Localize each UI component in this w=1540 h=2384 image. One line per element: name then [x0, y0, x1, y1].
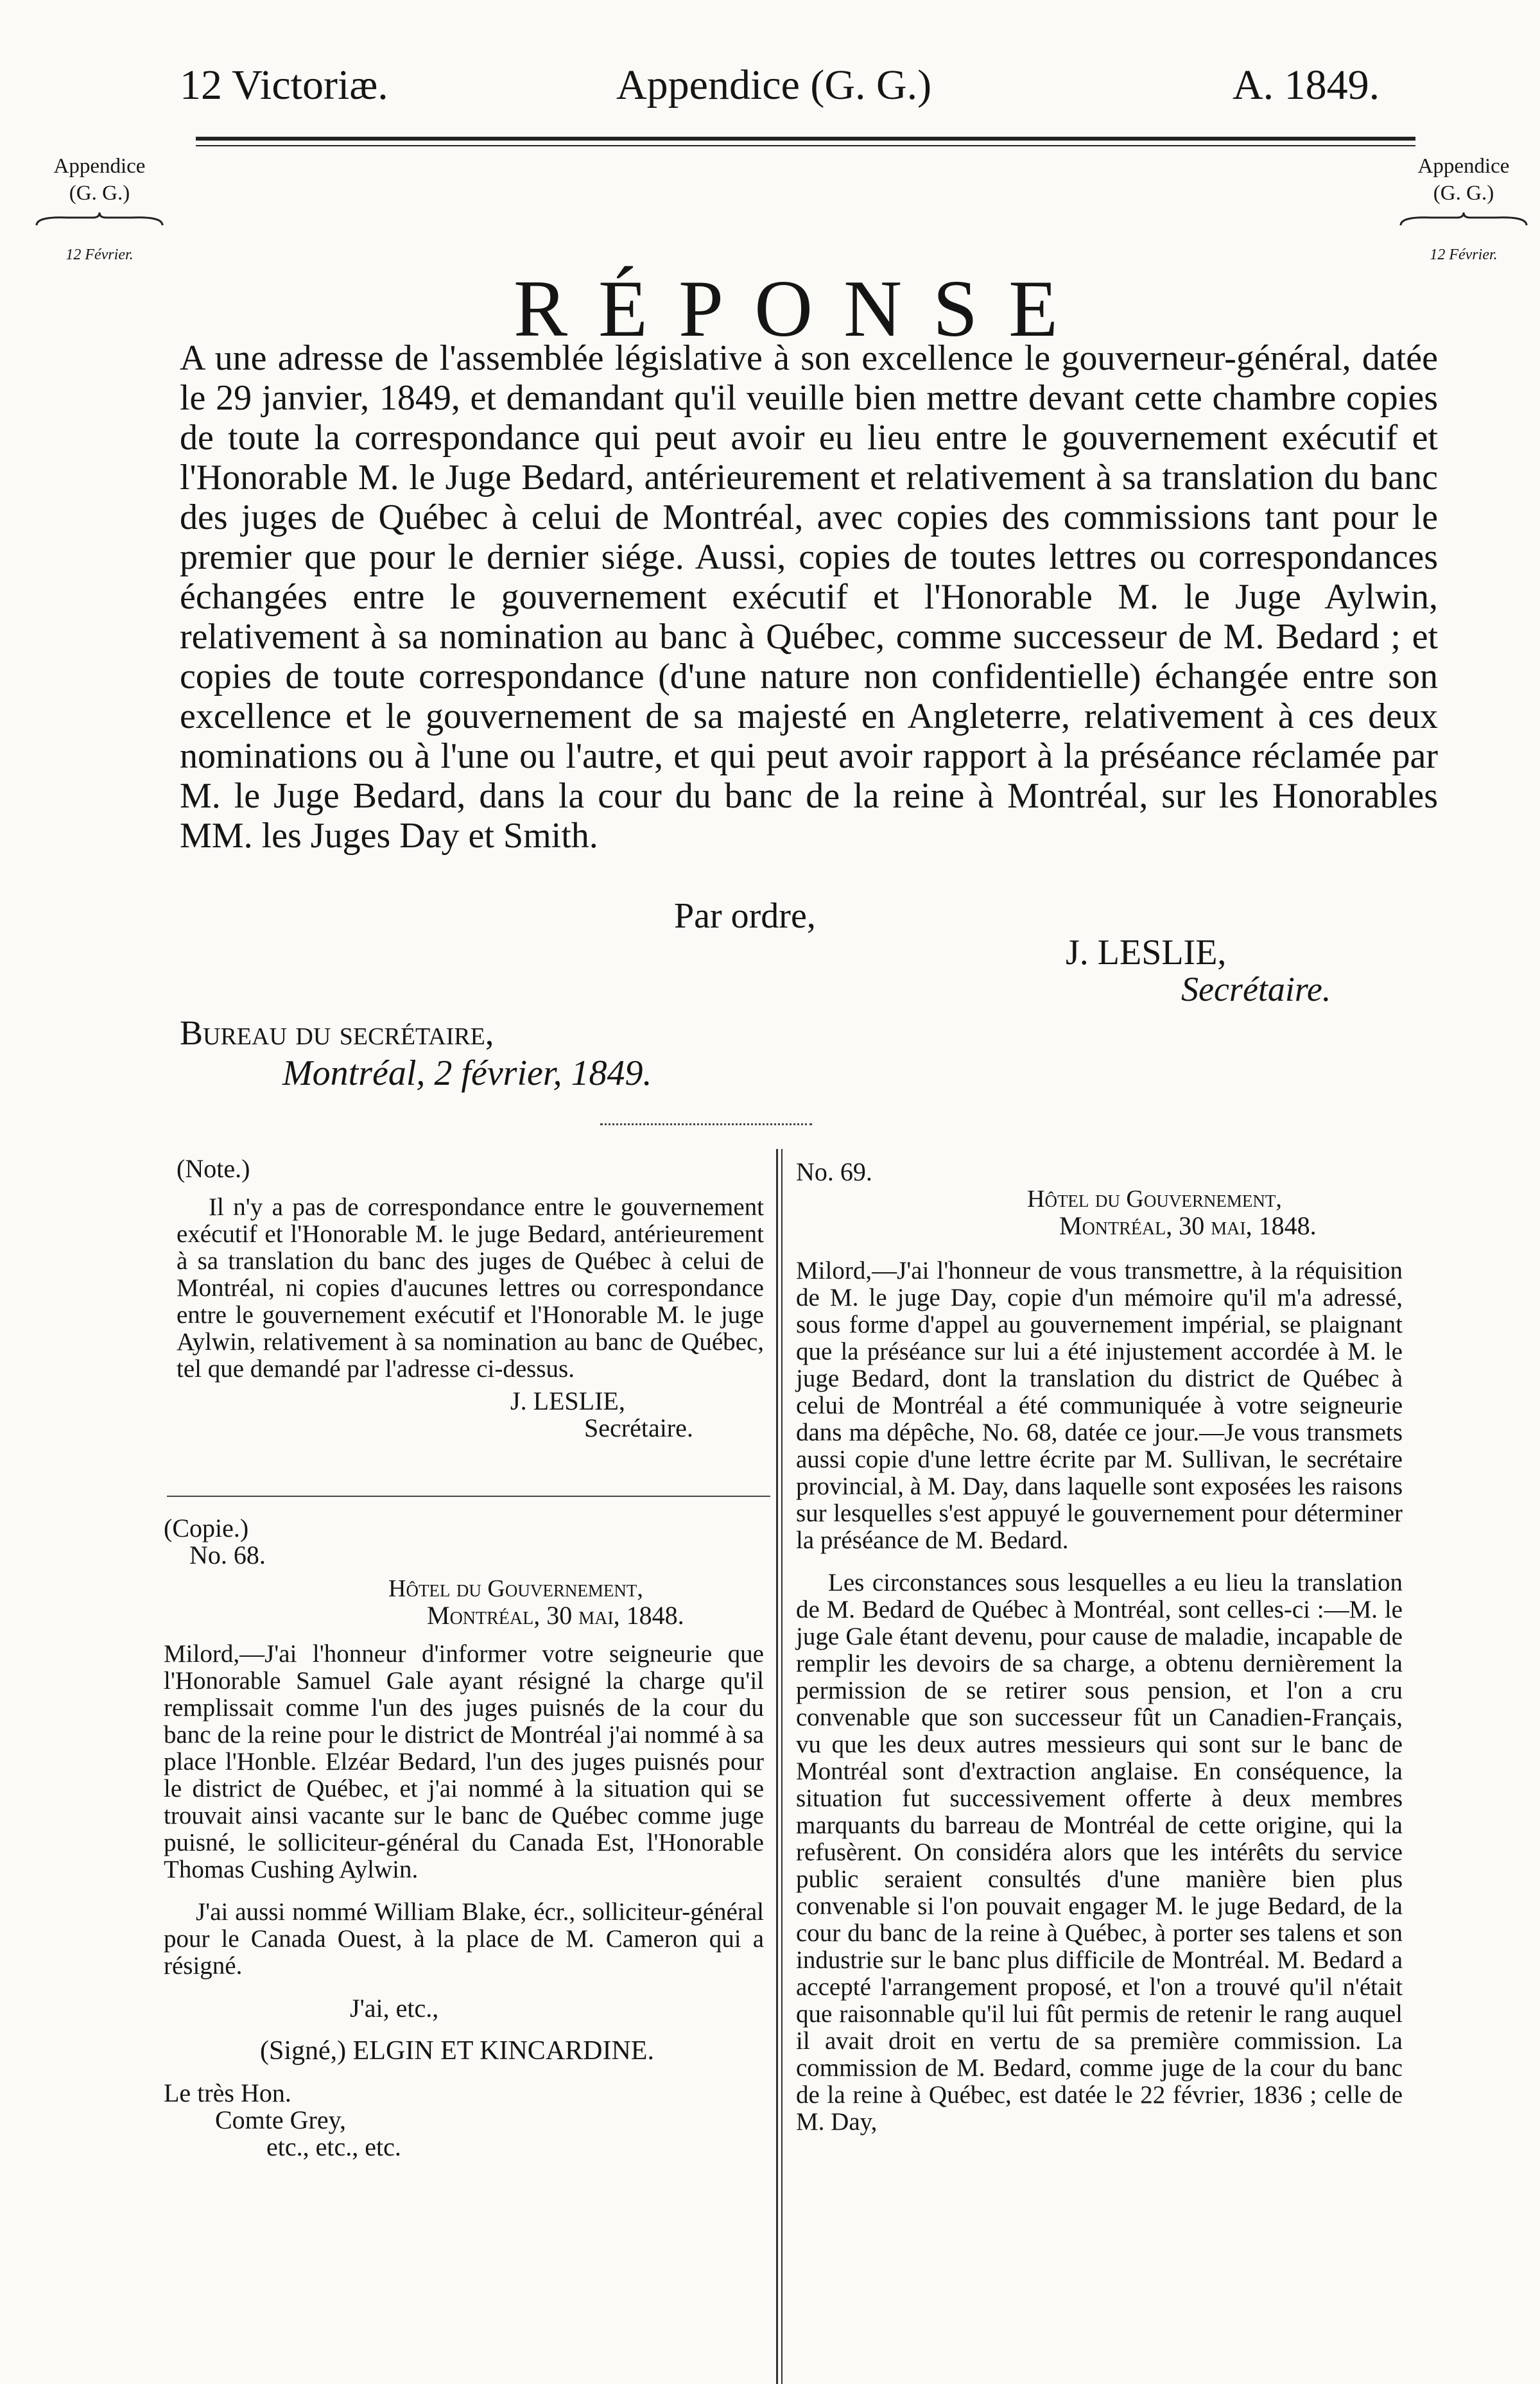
- note-separator: [167, 1496, 770, 1497]
- brace-icon: [35, 211, 164, 227]
- letter-number: No. 69.: [796, 1157, 872, 1186]
- bureau-line: Bureau du secrétaire,: [180, 1014, 494, 1052]
- letter-place: Hôtel du Gouvernement,: [388, 1575, 643, 1602]
- letter-paragraph-2: J'ai aussi nommé William Blake, écr., solliciteur-général pour le Canada Ouest, à la place de M. Cameron qui a résigné.: [164, 1898, 764, 1980]
- closing-etc: J'ai, etc.,: [350, 1994, 439, 2023]
- note-signer-title: Secrétaire.: [584, 1413, 693, 1442]
- header-rule-thin: [196, 145, 1415, 146]
- addressee-line-2: Comte Grey,: [215, 2105, 347, 2134]
- section-separator: [600, 1123, 812, 1125]
- intro-signer-title: Secrétaire.: [1181, 970, 1331, 1008]
- margin-note-date: 12 Février.: [1430, 246, 1498, 263]
- intro-text: A une adresse de l'assemblée législative à son excellence le gouverneur-général, datée le 29 janvier, 1849, et demandant qu'il veuille bien mettre devant cette chambre copies de toute la correspondance qui peut avoir eu lieu entre le gouvernement exécutif et l'Honorable M. le Juge Bedard, antérieurement et relativement à sa translation du banc des juges de Québec à celui de Montréal, avec copies des commissions tant pour le premier que pour le dernier siége. Aussi, copies de toutes lettres ou correspondances échangées entre le gouvernement exécutif et l'Honorable M. le Juge Aylwin, relativement à sa nomination au banc à Québec, comme successeur de M. Bedard ; et copies de toute correspondance (d'une nature non confidentielle) échangée entre son excellence et le gouvernement de sa majesté en Angleterre, relativement à ces deux nominations ou à l'une ou l'autre, et qui peut avoir rapport à la préséance réclamée par M. le Juge Bedard, dans la cour du banc de la reine à Montréal, sur les Honorables MM. les Juges Day et Smith.: [180, 338, 1438, 856]
- par-ordre: Par ordre,: [674, 896, 816, 936]
- addressee-line-3: etc., etc., etc.: [266, 2132, 401, 2161]
- copie-label: (Copie.): [164, 1514, 249, 1542]
- margin-note-line1: Appendice: [53, 155, 146, 178]
- margin-note-date: 12 Février.: [65, 246, 134, 263]
- left-column-letter: [164, 1515, 764, 2161]
- column-rule: [781, 1149, 783, 2384]
- note-label: (Note.): [177, 1154, 250, 1183]
- header-rule-thick: [196, 137, 1415, 141]
- signature-line: (Signé,) ELGIN ET KINCARDINE.: [260, 2036, 654, 2066]
- margin-note-line1: Appendice: [1417, 155, 1510, 178]
- brace-icon: [1399, 211, 1528, 227]
- running-header-center: Appendice (G. G.): [616, 62, 932, 108]
- left-column: [177, 1155, 764, 1442]
- margin-note-line2: (G. G.): [69, 182, 130, 205]
- intro-block: [180, 338, 1438, 856]
- letter-date: Montréal, 30 mai, 1848.: [427, 1601, 684, 1630]
- margin-note-right: [1393, 153, 1534, 268]
- running-header-right: A. 1849.: [1233, 62, 1380, 108]
- place-date-line: Montréal, 2 février, 1849.: [282, 1053, 652, 1093]
- running-header-left: 12 Victoriæ.: [180, 62, 388, 108]
- letter-paragraph-1: Milord,—J'ai l'honneur d'informer votre seigneurie que l'Honorable Samuel Gale ayant résigné la charge qu'il remplissait comme l'un des juges puisnés de la cour du banc de la reine pour le district de Montréal j'ai nommé à sa place l'Honble. Elzéar Bedard, l'un des juges puisnés pour le district de Québec, et j'ai nommé à la situation qui se trouvait ainsi vacante sur le banc de Québec comme juge puisné, le solliciteur-général du Canada Est, l'Honorable Thomas Cushing Aylwin.: [164, 1640, 764, 1883]
- letter-paragraph-1: Milord,—J'ai l'honneur de vous transmettre, à la réquisition de M. le juge Day, copie d'un mémoire qu'il m'a adressé, sous forme d'appel au gouvernement impérial, se plaignant que la préséance sur lui a été injustement accordée à M. le juge Bedard, dont la translation du district de Québec à celui de Montréal a été communiquée à votre seigneurie dans ma dépêche, No. 68, datée ce jour.—Je vous transmets aussi copie d'une lettre écrite par M. Sullivan, le secrétaire provincial, à M. Day, dans laquelle sont exposées les raisons sur lesquelles s'est appuyé le gouvernement pour déterminer la préséance de M. Bedard.: [796, 1257, 1403, 1554]
- letter-place: Hôtel du Gouvernement,: [1027, 1186, 1282, 1213]
- margin-note-line2: (G. G.): [1433, 182, 1494, 205]
- margin-note-left: [26, 153, 173, 268]
- letter-paragraph-2: Les circonstances sous lesquelles a eu lieu la translation de M. Bedard de Québec à Montréal, sont celles-ci :—M. le juge Gale étant devenu, pour cause de maladie, incapable de remplir les devoirs de sa charge, a obtenu dernièrement la permission de se retirer sous pension, et l'on a cru convenable que son successeur fût un Canadien-Français, vu que les deux autres messieurs qui sont sur le banc de Montréal sont d'extraction anglaise. En conséquence, la situation fut successivement offerte à deux membres marquants du barreau de Montréal de cette origine, qui la refusèrent. On considéra alors que les intérêts du service public seraient consultés d'une manière bien plus convenable si l'on pouvait engager M. le juge Bedard, de la cour du banc de la reine à Québec, à porter ses talens et son industrie sur le banc plus difficile de Montréal. M. Bedard a accepté l'arrangement proposé, et l'on a trouvé qu'il n'était que raisonnable qu'il lui fût permis de retenir le rang auquel il avait droit en vertu de sa première commission. La commission de M. Bedard, comme juge de la cour du banc de la reine à Québec, est datée le 22 février, 1836 ; celle de M. Day,: [796, 1569, 1403, 2136]
- intro-signer: J. LESLIE,: [1066, 933, 1227, 972]
- note-text: Il n'y a pas de correspondance entre le gouvernement exécutif et l'Honorable M. le juge Bedard, antérieurement à sa translation du banc des juges de Québec à celui de Montréal, ni copies d'aucunes lettres ou correspondance entre le gouvernement exécutif et l'Honorable M. le juge Aylwin, relativement à sa nomination au banc de Québec, tel que demandé par l'adresse ci-dessus.: [177, 1193, 764, 1383]
- page-title: RÉPONSE: [514, 264, 1089, 354]
- right-column: [796, 1159, 1403, 2136]
- addressee-line-1: Le très Hon.: [164, 2078, 291, 2107]
- note-signer: J. LESLIE,: [510, 1386, 625, 1415]
- letter-date: Montréal, 30 mai, 1848.: [1059, 1211, 1317, 1240]
- column-rule: [776, 1149, 778, 2384]
- letter-number: No. 68.: [189, 1541, 266, 1569]
